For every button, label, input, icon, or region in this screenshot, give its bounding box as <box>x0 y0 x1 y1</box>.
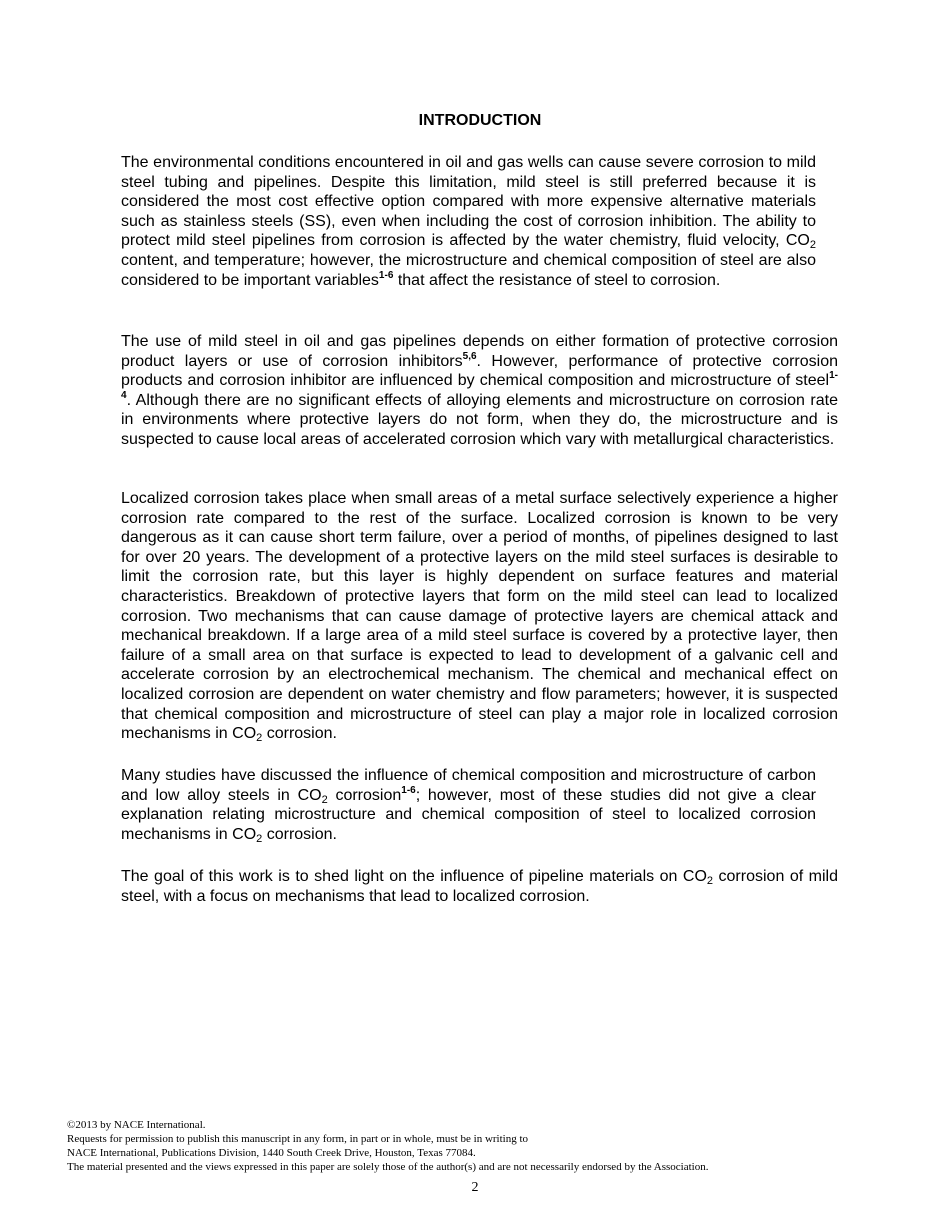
address-line: NACE International, Publications Division, 1440 South Creek Drive, Houston, Texas 77084. <box>67 1147 476 1159</box>
disclaimer-line: The material presented and the views expressed in this paper are solely those of the author(s) and are not necessarily endorsed by the Association. <box>67 1161 709 1173</box>
paragraph-2: The use of mild steel in oil and gas pipelines depends on either formation of protective corrosion product layers or use of corrosion inhibitors$^{5,6}$. However, performance of protective corrosion products and corrosion inhibitor are influenced by chemical composition and microstructure of steel$^{1-4}$. Although there are no significant effects of alloying elements and microstructure on corrosion rate in environments where protective layers do not form, when they do, the microstructure and is suspected to cause local areas of accelerated corrosion which vary with metallurgical characteristics. <box>121 333 839 448</box>
permission-line: Requests for permission to publish this manuscript in any form, in part or in whole, must be in writing to <box>67 1133 529 1145</box>
paragraph-5: The goal of this work is to shed light on the influence of pipeline materials on $CO_2$ corrosion of mild steel, with a focus on mechanisms that lead to localized corrosion. <box>121 868 839 905</box>
page-number: 2 <box>471 1180 479 1195</box>
paragraph-3: Localized corrosion takes place when small areas of a metal surface selectively experience a higher corrosion rate compared to the rest of the surface. Localized corrosion is known to be very dangerous as it can cause short term failure, over a period of months, of pipelines designed to last for over 20 years. The development of a protective layers on the mild steel surfaces is desirable to limit the corrosion rate, but this layer is highly dependent on surface features and material characteristics. Breakdown of protective layers that form on the mild steel can lead to localized corrosion. Two mechanisms that can cause damage of protective layers are chemical attack and mechanical breakdown. If a large area of a mild steel surface is covered by a protective layer, then failure of a small area on that surface is expected to lead to development of a galvanic cell and accelerate corrosion by an electrochemical mechanism. The chemical and mechanical effect on localized corrosion are dependent on water chemistry and flow parameters; however, it is suspected that chemical composition and microstructure of steel can play a major role in localized corrosion mechanisms in $CO_2$ corrosion. <box>121 490 838 745</box>
copyright-footer <box>67 1118 867 1174</box>
paragraph-1: The environmental conditions encountered in oil and gas wells can cause severe corrosion to mild steel tubing and pipelines. Despite this limitation, mild steel is still preferred because it is considered the most cost effective option compared with more expensive alternative materials such as stainless steels (SS), even when including the cost of corrosion inhibition. The ability to protect mild steel pipelines from corrosion is affected by the water chemistry, fluid velocity, $CO_2$ content, and temperature; however, the microstructure and chemical composition of steel are also considered to be important variables$^{1-6}$ that affect the resistance of steel to corrosion. <box>121 154 816 289</box>
section-heading: INTRODUCTION <box>418 112 542 129</box>
paragraph-4: Many studies have discussed the influence of chemical composition and microstructure of carbon and low alloy steels in $CO_2$ corrosion$^{1-6}$; however, most of these studies did not give a clear explanation relating microstructure and chemical composition of steel to localized corrosion mechanisms in $CO_2$ corrosion. <box>121 767 817 845</box>
copyright-line: ©2013 by NACE International. <box>67 1119 206 1131</box>
